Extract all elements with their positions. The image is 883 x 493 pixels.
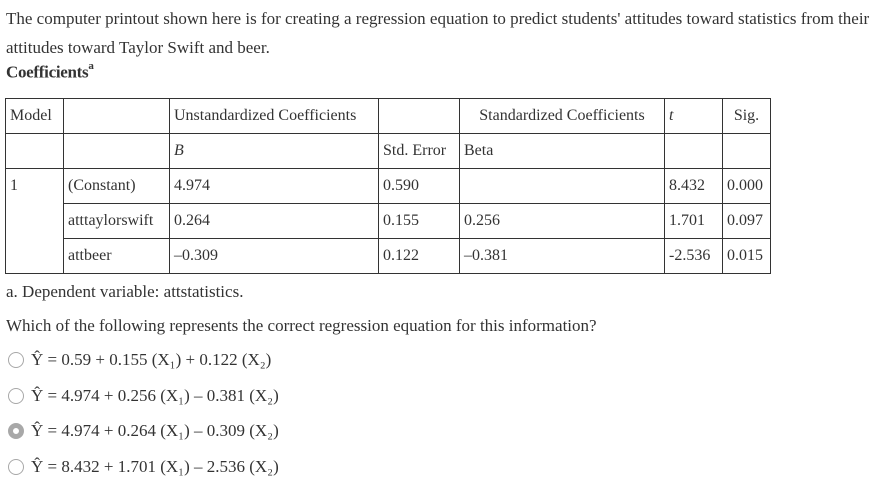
t-value: 1.701 (665, 204, 723, 239)
b-value: 0.264 (170, 204, 379, 239)
answer-option-3[interactable] (8, 419, 279, 443)
header-b: B (170, 134, 379, 169)
header-empty (723, 134, 771, 169)
header-unstandardized: Unstandardized Coefficients (170, 99, 379, 134)
answer-option-1[interactable] (8, 348, 271, 372)
model-number-empty (6, 239, 64, 274)
header-std-error: Std. Error (379, 134, 460, 169)
model-number: 1 (6, 169, 64, 204)
predictor-name: (Constant) (64, 169, 170, 204)
sig-value: 0.015 (723, 239, 771, 274)
header-standardized: Standardized Coefficients (460, 99, 665, 134)
sig-value: 0.097 (723, 204, 771, 239)
question-prompt: Which of the following represents the correct regression equation for this information? (6, 316, 597, 335)
header-beta: Beta (460, 134, 665, 169)
table-title (6, 62, 94, 83)
predictor-name: attbeer (64, 239, 170, 274)
header-empty (665, 134, 723, 169)
beta-value (460, 169, 665, 204)
table-header-row-2 (6, 134, 771, 169)
model-number-empty (6, 204, 64, 239)
answer-option-4[interactable] (8, 455, 279, 479)
table-row (6, 204, 771, 239)
beta-value: 0.256 (460, 204, 665, 239)
header-sig: Sig. (723, 99, 771, 134)
option-label: Ŷ = 0.59 + 0.155 (X₁) + 0.122 (X₂) (31, 350, 272, 369)
coefficients-table (5, 98, 771, 274)
radio-button[interactable] (8, 459, 24, 475)
std-error-value: 0.122 (379, 239, 460, 274)
header-empty (64, 99, 170, 134)
header-t: t (665, 99, 723, 134)
std-error-value: 0.590 (379, 169, 460, 204)
table-header-row-1 (6, 99, 771, 134)
radio-button-selected[interactable] (8, 423, 24, 439)
option-label: Ŷ = 4.974 + 0.264 (X₁) – 0.309 (X₂) (31, 421, 279, 440)
table-footnote: a. Dependent variable: attstatistics. (6, 282, 244, 301)
b-value: –0.309 (170, 239, 379, 274)
question-intro: The computer printout shown here is for creating a regression equation to predict students' attitudes toward statistics from their attitudes toward Taylor Swift and beer. (6, 9, 870, 57)
option-label: Ŷ = 8.432 + 1.701 (X₁) – 2.536 (X₂) (31, 457, 279, 476)
table-row (6, 169, 771, 204)
t-value: -2.536 (665, 239, 723, 274)
beta-value: –0.381 (460, 239, 665, 274)
std-error-value: 0.155 (379, 204, 460, 239)
header-model: Model (6, 99, 64, 134)
header-empty (6, 134, 64, 169)
sig-value: 0.000 (723, 169, 771, 204)
header-empty (379, 99, 460, 134)
radio-button[interactable] (8, 352, 24, 368)
option-label: Ŷ = 4.974 + 0.256 (X₁) – 0.381 (X₂) (31, 386, 279, 405)
table-row (6, 239, 771, 274)
radio-button[interactable] (8, 388, 24, 404)
b-value: 4.974 (170, 169, 379, 204)
t-value: 8.432 (665, 169, 723, 204)
table-title-footnote-marker: a (88, 60, 94, 72)
answer-option-2[interactable] (8, 384, 279, 408)
header-empty (64, 134, 170, 169)
table-title-text: Coefficients (6, 62, 89, 82)
predictor-name: atttaylorswift (64, 204, 170, 239)
